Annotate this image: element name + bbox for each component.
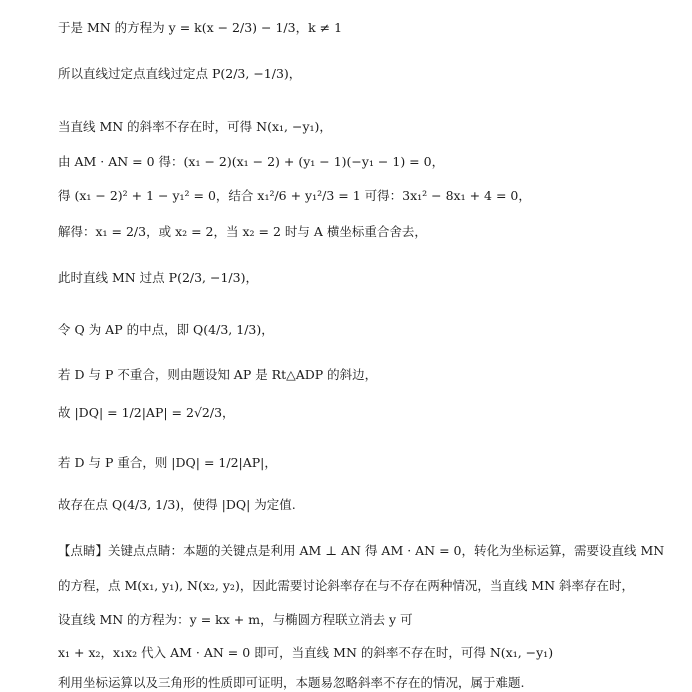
- text-line-slope-undefined: 当直线 MN 的斜率不存在时，可得 N(x₁, −y₁)，: [58, 119, 332, 134]
- text-line-combine-ellipse: 得 (x₁ − 2)² + 1 − y₁² = 0，结合 x₁²/6 + y₁²/3 = 1 可得：3x₁² − 8x₁ + 4 = 0，: [58, 188, 531, 203]
- text-line-dot-product: 由 AM · AN = 0 得：(x₁ − 2)(x₁ − 2) + (y₁ − 1)(−y₁ − 1) = 0，: [58, 154, 445, 169]
- text-line-key-point: 【点睛】关键点点睛：本题的关键点是利用 AM ⊥ AN 得 AM · AN = 0，转化为坐标运算，需要设直线 MN: [58, 543, 665, 558]
- text-line-d-p-coincide: 若 D 与 P 重合，则 |DQ| = 1/2|AP|，: [58, 455, 277, 470]
- text-line-key-point-4: x₁ + x₂，x₁x₂ 代入 AM · AN = 0 即可，当直线 MN 的斜率不存在时，可得 N(x₁, −y₁): [58, 645, 554, 660]
- text-line-passes-point: 此时直线 MN 过点 P(2/3, −1/3)，: [58, 270, 258, 285]
- text-line-dq-value: 故 |DQ| = 1/2|AP| = 2√2/3，: [58, 405, 235, 420]
- text-line-d-p-not-coincide: 若 D 与 P 不重合，则由题设知 AP 是 Rt△ADP 的斜边，: [58, 367, 378, 382]
- text-line-mn-equation: 于是 MN 的方程为 y = k(x − 2/3) − 1/3，k ≠ 1: [58, 20, 343, 35]
- text-line-fixed-point: 所以直线过定点直线过定点 P(2/3, −1/3)，: [58, 66, 302, 81]
- text-line-solve: 解得：x₁ = 2/3，或 x₂ = 2，当 x₂ = 2 时与 A 横坐标重合舍去，: [58, 224, 427, 239]
- text-line-key-point-3: 设直线 MN 的方程为：y = kx + m，与椭圆方程联立消去 y 可: [58, 612, 413, 627]
- text-line-midpoint-q: 令 Q 为 AP 的中点，即 Q(4/3, 1/3)，: [58, 322, 274, 337]
- text-line-conclusion: 故存在点 Q(4/3, 1/3)，使得 |DQ| 为定值.: [58, 497, 296, 512]
- text-line-key-point-5: 利用坐标运算以及三角形的性质即可证明，本题易忽略斜率不存在的情况，属于难题.: [58, 675, 525, 690]
- text-line-key-point-2: 的方程，点 M(x₁, y₁), N(x₂, y₂)，因此需要讨论斜率存在与不存在两种情况，当直线 MN 斜率存在时，: [58, 578, 635, 593]
